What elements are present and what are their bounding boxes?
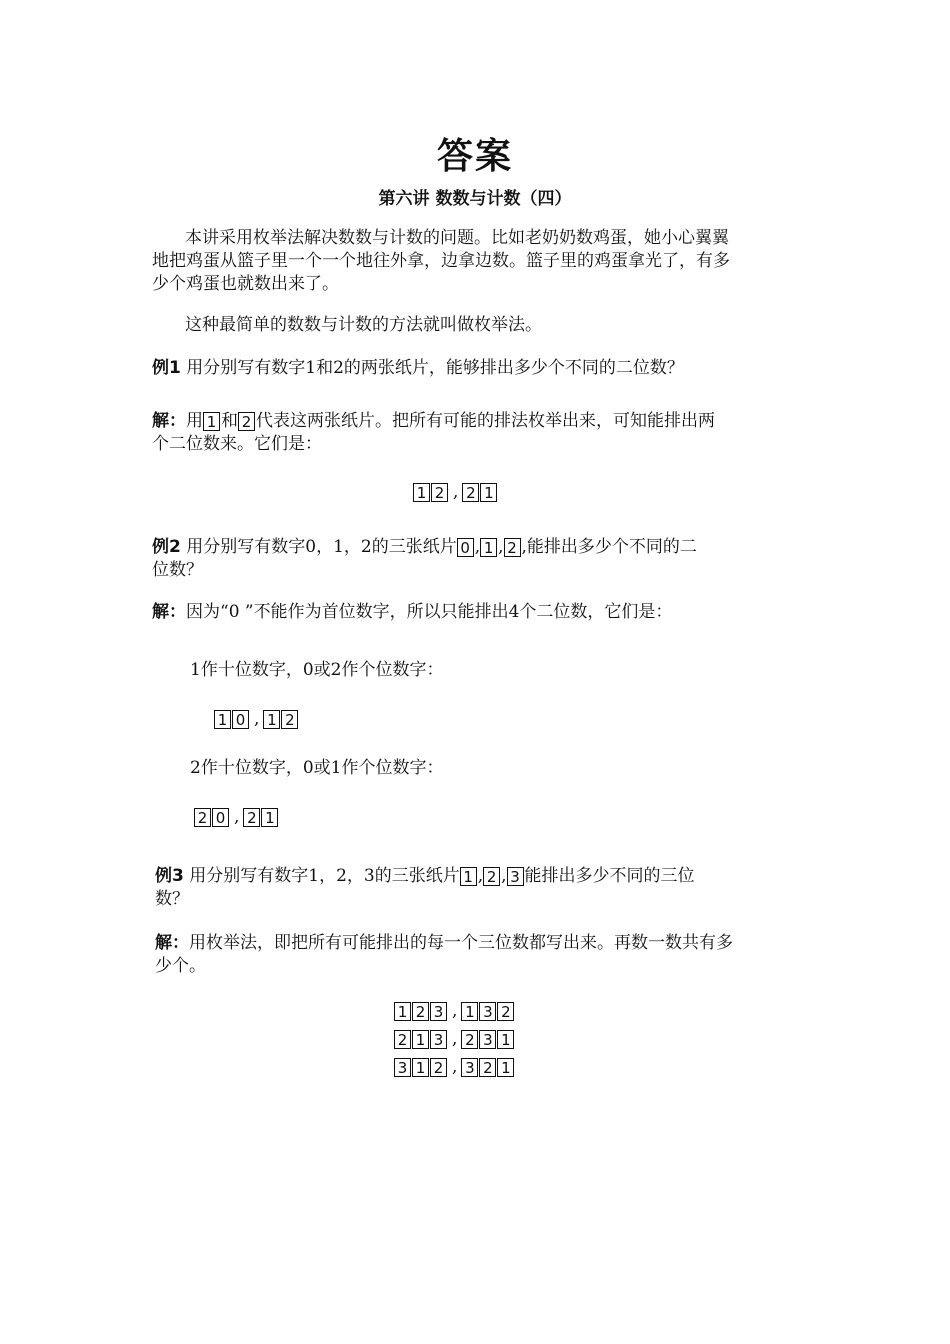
- example-3-label: 例3: [155, 866, 184, 886]
- number-card: 1: [480, 538, 497, 557]
- solution-1-line-2: 个二位数来。它们是：: [152, 434, 322, 454]
- answer-number: [413, 478, 449, 506]
- intro-line-3: 少个鸡蛋也就数出来了。: [152, 274, 339, 294]
- solution-1-label: 解：: [152, 411, 186, 431]
- separator: ,: [452, 1029, 458, 1049]
- number-card: 1: [480, 483, 497, 502]
- case-1-text: 1作十位数字，0或2作个位数字：: [190, 660, 444, 680]
- number-card: 2: [243, 808, 260, 827]
- example-3-answers: [394, 997, 515, 1081]
- separator: ,: [521, 537, 527, 557]
- number-card: 2: [238, 412, 255, 431]
- number-card: 2: [462, 483, 479, 502]
- separator: ,: [452, 1057, 458, 1077]
- number-card: 0: [232, 710, 249, 729]
- number-card: 1: [461, 1002, 478, 1021]
- separator: ,: [498, 537, 504, 557]
- answer-number: [461, 1053, 515, 1081]
- example-2-label: 例2: [152, 537, 181, 557]
- number-card: 1: [261, 808, 278, 827]
- page-title: 答案: [436, 136, 513, 177]
- solution-2-text: 因为“0 ”不能作为首位数字，所以只能排出4个二位数，它们是：: [186, 602, 673, 622]
- number-card: 3: [479, 1030, 496, 1049]
- answer-number: [214, 705, 250, 733]
- number-card: 3: [430, 1002, 447, 1021]
- example-1-label: 例1: [152, 358, 181, 378]
- number-card: 0: [457, 538, 474, 557]
- answer-row: [394, 997, 515, 1025]
- example-3-question-line-2: 数？: [155, 889, 189, 909]
- example-2-question-line-2: 位数？: [152, 560, 203, 580]
- number-card: 3: [430, 1030, 447, 1049]
- intro-line-2: 地把鸡蛋从篮子里一个一个地往外拿，边拿边数。篮子里的鸡蛋拿光了，有多: [152, 251, 730, 271]
- number-card: 1: [203, 412, 220, 431]
- answer-row: [394, 1053, 515, 1081]
- number-card: 2: [479, 1058, 496, 1077]
- answer-number: [394, 1053, 448, 1081]
- number-card: 2: [412, 1002, 429, 1021]
- answer-number: [461, 1025, 515, 1053]
- solution-1-pre: 用: [186, 411, 203, 431]
- number-card: 2: [431, 483, 448, 502]
- number-card: 2: [497, 1002, 514, 1021]
- number-card: 1: [497, 1058, 514, 1077]
- number-card: 2: [194, 808, 211, 827]
- example-2-solution: [152, 601, 672, 624]
- example-2-question: [152, 536, 697, 559]
- number-card: 3: [479, 1002, 496, 1021]
- answer-number: [462, 478, 498, 506]
- solution-1-mid: 和: [221, 411, 238, 431]
- separator: ,: [477, 866, 484, 886]
- number-card: 1: [460, 867, 477, 886]
- solution-3-label: 解：: [155, 933, 189, 953]
- number-card: 1: [497, 1030, 514, 1049]
- separator: ,: [453, 482, 459, 502]
- number-card: 2: [394, 1030, 411, 1049]
- solution-1-post: 代表这两张纸片。把所有可能的排法枚举出来，可知能排出两: [256, 411, 715, 431]
- case-2-answers: [194, 803, 279, 831]
- example-3-text-post: 能排出多少不同的三位: [524, 866, 695, 886]
- example-2-text-pre: 用分别写有数字0，1，2的三张纸片: [186, 537, 457, 557]
- answer-number: [394, 997, 448, 1025]
- answer-number: [263, 705, 299, 733]
- separator: ,: [501, 866, 507, 886]
- answer-number: [461, 997, 515, 1025]
- intro-line-4: 这种最简单的数数与计数的方法就叫做枚举法。: [185, 315, 542, 335]
- number-card: 3: [461, 1058, 478, 1077]
- number-card: 1: [413, 483, 430, 502]
- example-1-question: [152, 357, 684, 380]
- number-card: 2: [430, 1058, 447, 1077]
- example-3-solution: [155, 932, 733, 955]
- number-card: 1: [412, 1058, 429, 1077]
- number-card: 0: [212, 808, 229, 827]
- example-3-question: [155, 865, 695, 888]
- separator: ,: [254, 709, 260, 729]
- number-card: 3: [394, 1058, 411, 1077]
- separator: ,: [234, 807, 240, 827]
- example-3-text-pre: 用分别写有数字1，2，3的三张纸片: [189, 866, 460, 886]
- number-card: 2: [483, 867, 500, 886]
- separator: ,: [452, 1001, 458, 1021]
- example-1-solution: [152, 410, 715, 433]
- example-1-text: 用分别写有数字1和2的两张纸片，能够排出多少个不同的二位数？: [186, 358, 684, 378]
- answer-number: [194, 803, 230, 831]
- case-2-text: 2作十位数字，0或1作个位数字：: [190, 758, 444, 778]
- separator: ,: [474, 537, 481, 557]
- number-card: 1: [394, 1002, 411, 1021]
- number-card: 1: [412, 1030, 429, 1049]
- answer-number: [243, 803, 279, 831]
- solution-3-line-2: 少个。: [155, 956, 206, 976]
- number-card: 1: [214, 710, 231, 729]
- answer-number: [394, 1025, 448, 1053]
- number-card: 3: [507, 867, 524, 886]
- number-card: 2: [504, 538, 521, 557]
- number-card: 2: [281, 710, 298, 729]
- number-card: 1: [263, 710, 280, 729]
- intro-line-1: 本讲采用枚举法解决数数与计数的问题。比如老奶奶数鸡蛋，她小心翼翼: [185, 228, 729, 248]
- answer-row: [394, 1025, 515, 1053]
- solution-3-text: 用枚举法，即把所有可能排出的每一个三位数都写出来。再数一数共有多: [189, 933, 733, 953]
- example-1-answers: [413, 478, 498, 506]
- example-2-text-post: 能排出多少个不同的二: [526, 537, 697, 557]
- case-1-answers: [214, 705, 299, 733]
- lecture-subtitle: 第六讲 数数与计数（四）: [378, 189, 572, 209]
- solution-2-label: 解：: [152, 602, 186, 622]
- number-card: 2: [461, 1030, 478, 1049]
